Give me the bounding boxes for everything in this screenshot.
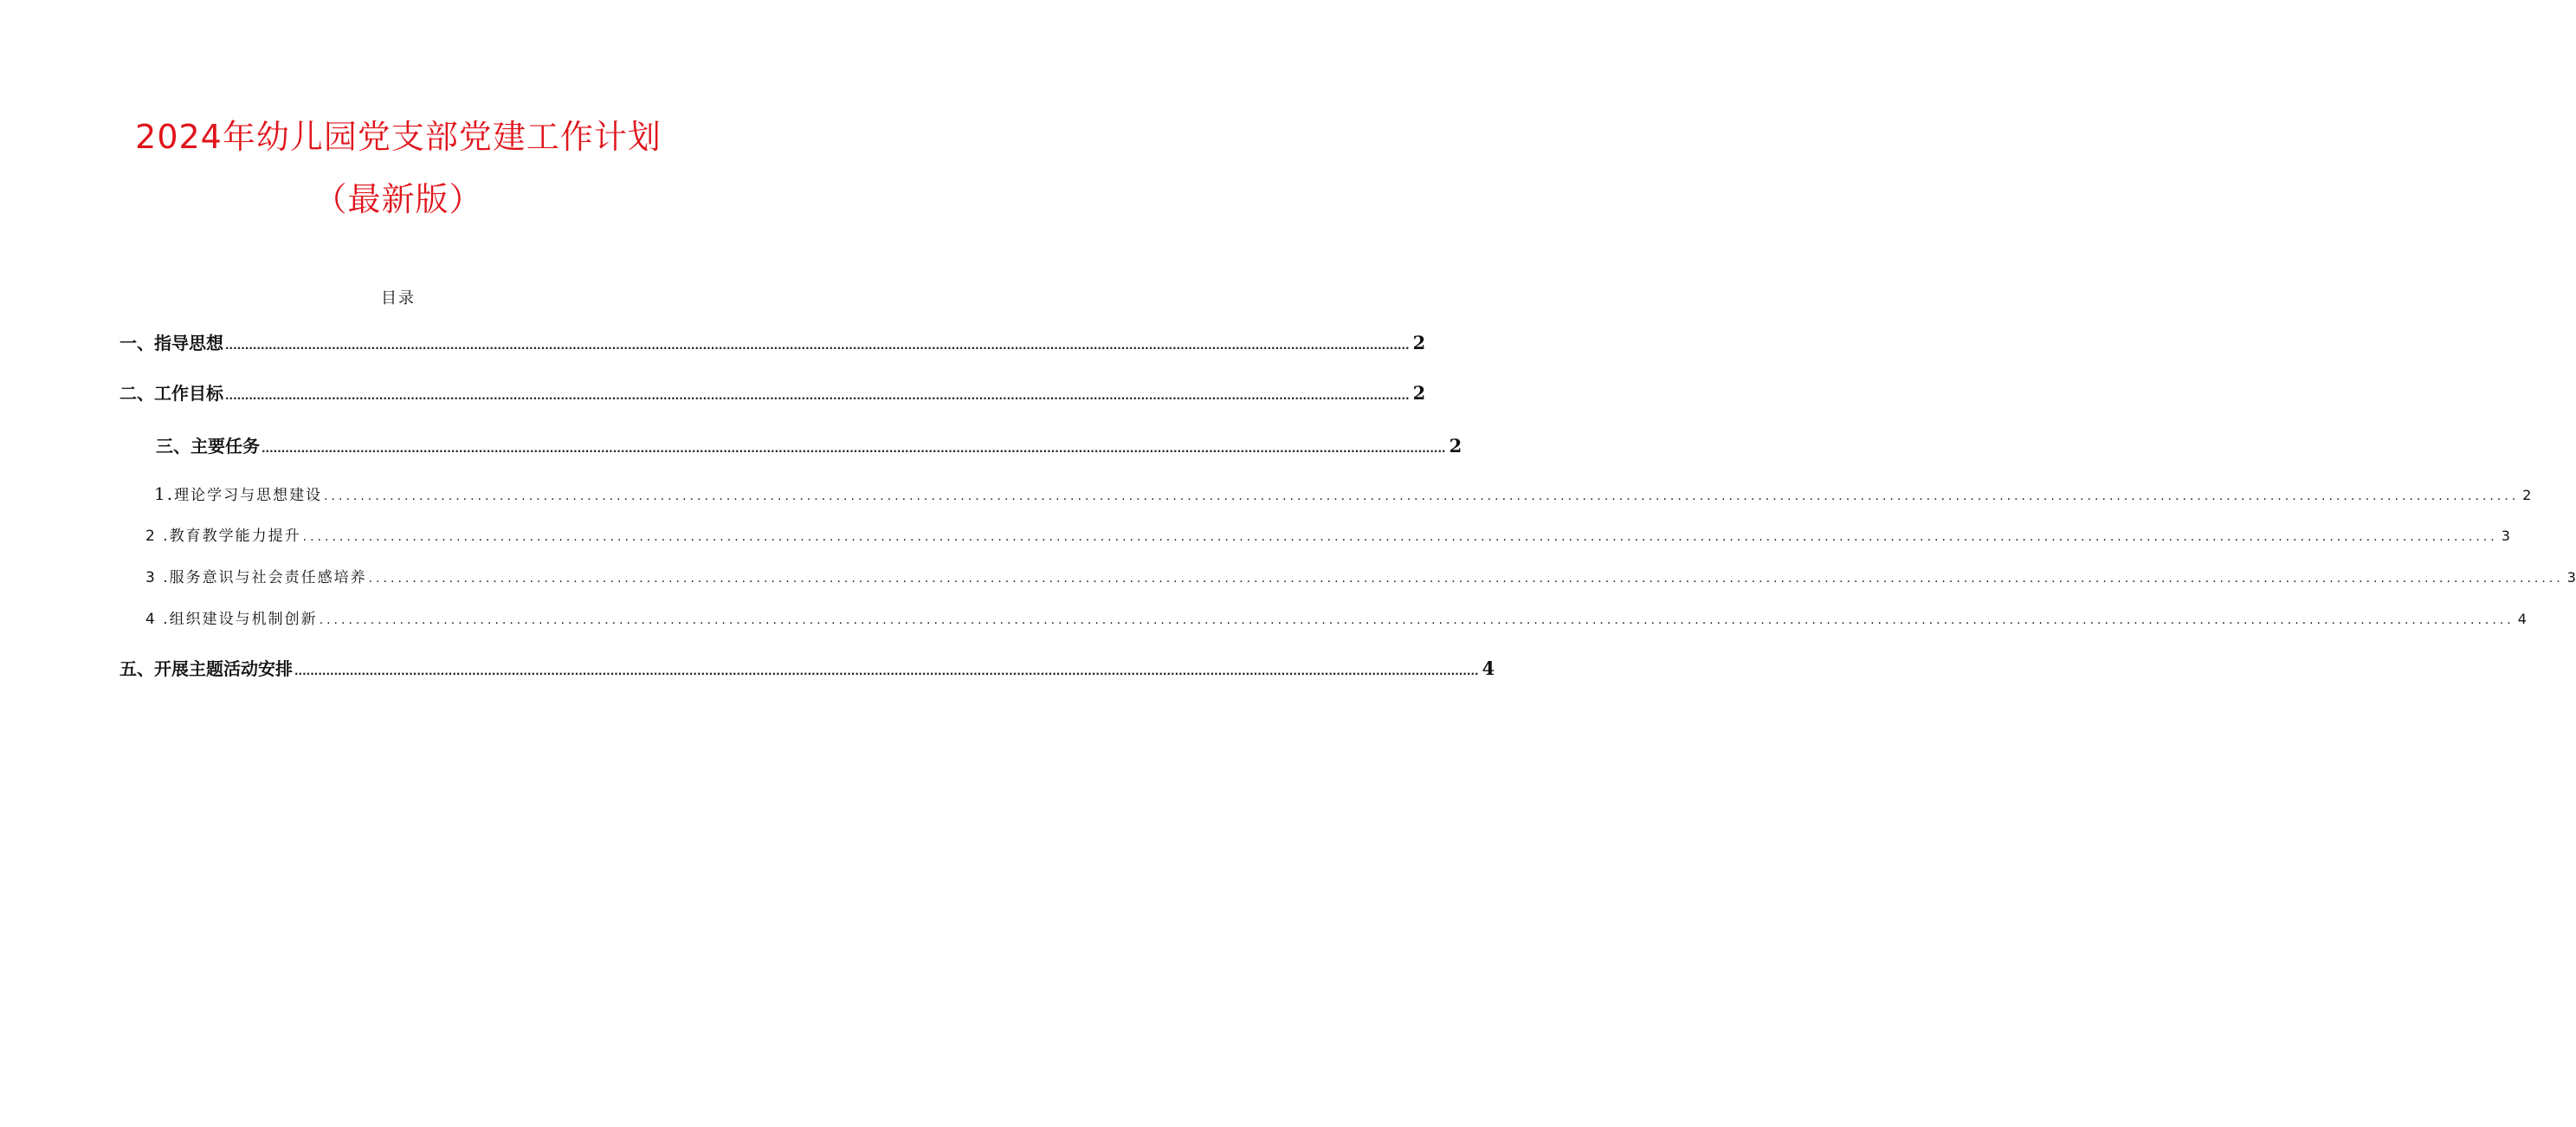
toc-entry-number: 3	[145, 569, 157, 586]
toc-page-number: 4	[2517, 611, 2527, 627]
toc-entry-work-goals[interactable]	[119, 380, 1426, 406]
toc-entry-text: .服务意识与社会责任感培养	[156, 569, 367, 586]
toc-entry-number: 2	[145, 528, 157, 545]
toc-entry-organization-building[interactable]	[145, 608, 2527, 631]
toc-dot-leader: ............................................................................................................................................................................................................................................................................................................	[368, 572, 2564, 586]
toc-entry-theme-activities[interactable]	[119, 656, 1495, 682]
toc-page-number: 2	[1449, 435, 1462, 457]
document-subtitle: （最新版）	[313, 180, 483, 218]
toc-entry-number: 4	[145, 611, 157, 628]
toc-page-number: 2	[1412, 382, 1426, 404]
toc-entry-label	[154, 483, 322, 507]
toc-page-number: 2	[1412, 332, 1426, 353]
toc-entry-label	[145, 525, 301, 547]
toc-dot-leader: ............................................................................................................................................................................................................................................................................................................	[225, 390, 1410, 402]
toc-entry-label	[145, 567, 367, 589]
toc-dot-leader: ............................................................................................................................................................................................................................................................................................................	[225, 340, 1410, 352]
toc-heading: 目录	[381, 289, 416, 308]
toc-entry-text: .组织建设与机制创新	[156, 611, 318, 628]
toc-page-number: 3	[2566, 569, 2576, 586]
toc-entry-theory-study[interactable]	[154, 483, 2532, 505]
toc-entry-text: 理论学习与思想建设	[174, 487, 323, 504]
toc-entry-number: 1.	[154, 483, 175, 504]
toc-page-number: 4	[1482, 657, 1495, 679]
toc-dot-leader: ............................................................................................................................................................................................................................................................................................................	[261, 443, 1446, 455]
document-title: 2024年幼儿园党支部党建工作计划	[135, 118, 662, 156]
toc-page-number: 2	[2522, 487, 2532, 503]
toc-dot-leader: ............................................................................................................................................................................................................................................................................................................	[302, 530, 2498, 544]
toc-entry-text: .教育教学能力提升	[156, 528, 301, 545]
toc-dot-leader: ............................................................................................................................................................................................................................................................................................................	[324, 489, 2520, 503]
toc-entry-label: 一、指导思想	[119, 333, 223, 353]
toc-entry-guiding-ideology[interactable]	[119, 330, 1426, 356]
toc-entry-label: 三、主要任务	[156, 436, 260, 457]
toc-dot-leader: ............................................................................................................................................................................................................................................................................................................	[294, 665, 1479, 677]
toc-entry-label: 五、开展主题活动安排	[119, 658, 293, 679]
toc-page-number: 3	[2501, 528, 2510, 544]
toc-entry-main-tasks[interactable]	[156, 433, 1462, 459]
toc-entry-label: 二、工作目标	[119, 383, 223, 404]
toc-entry-label	[145, 608, 318, 631]
toc-entry-service-awareness[interactable]	[145, 567, 2576, 589]
toc-dot-leader: ............................................................................................................................................................................................................................................................................................................	[319, 613, 2515, 627]
toc-entry-teaching-ability[interactable]	[145, 525, 2510, 547]
